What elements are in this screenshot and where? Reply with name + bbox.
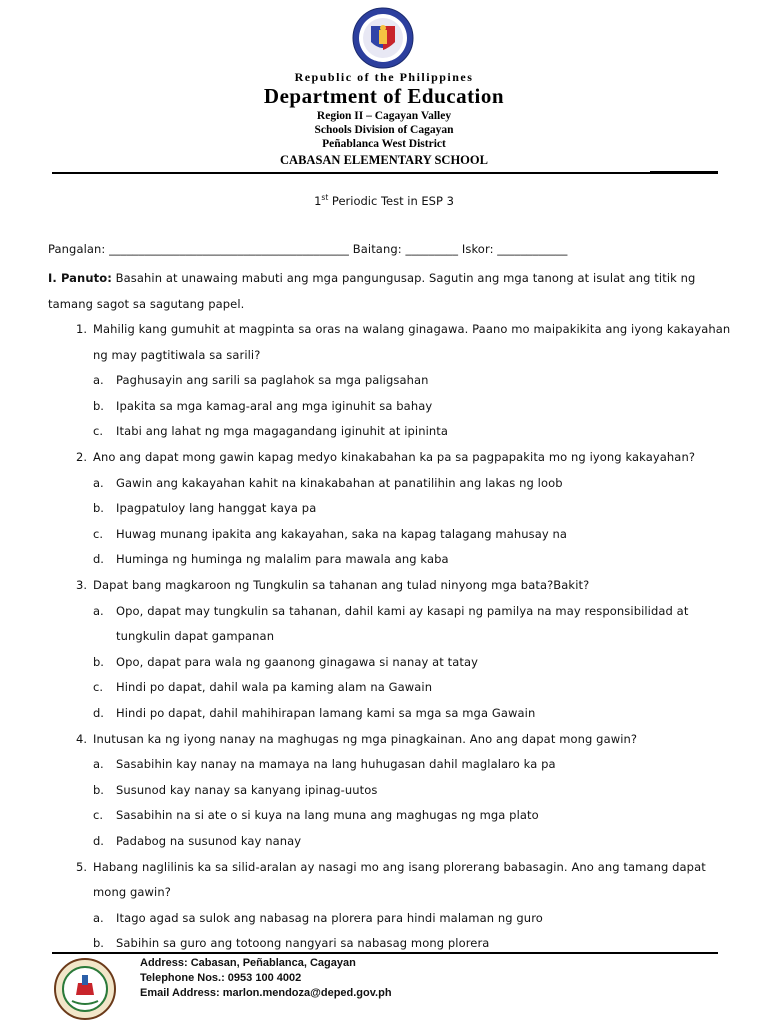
question-text: Mahilig kang gumuhit at magpinta sa oras na walang ginagawa. Paano mo maipakikita ang iyong kakayahan	[93, 322, 731, 336]
student-info-line: Pangalan: _________________________________________ Baitang: _________ Iskor: ____________	[48, 242, 568, 256]
option-letter: c.	[93, 680, 103, 695]
option-letter: a.	[93, 475, 104, 490]
option-text: Itago agad sa sulok ang nabasag na plorera para hindi malaman ng guro	[116, 910, 543, 925]
region-line: Region II – Cagayan Valley	[316, 110, 452, 122]
question-text: mong gawin?	[93, 885, 171, 900]
question-number: 3.	[76, 578, 87, 592]
option-letter: a.	[93, 373, 104, 388]
question-number: 2.	[76, 450, 87, 464]
footer-email: Email Address: marlon.mendoza@deped.gov.ph	[140, 987, 392, 999]
option-text: Paghusayin ang sarili sa paglahok sa mga paligsahan	[116, 373, 429, 388]
option-text: Ipagpatuloy lang hanggat kaya pa	[116, 501, 317, 516]
footer-divider	[52, 952, 718, 954]
deped-seal-logo	[341, 6, 425, 70]
footer-telephone: Telephone Nos.: 0953 100 4002	[140, 972, 302, 984]
question-number: 5.	[76, 859, 87, 874]
option-letter: b.	[93, 501, 104, 516]
option-letter: d.	[93, 552, 104, 567]
test-title: 1st Periodic Test in ESP 3	[314, 193, 454, 208]
question-text: ng may pagtitiwala sa sarili?	[93, 347, 261, 362]
header-divider	[52, 172, 718, 174]
option-letter: c.	[93, 424, 103, 439]
option-letter: c.	[93, 526, 103, 541]
question-text: Dapat bang magkaroon ng Tungkulin sa tahanan ang tulad ninyong mga bata?Bakit?	[93, 578, 590, 592]
option-letter: b.	[93, 398, 104, 413]
option-text: Hindi po dapat, dahil mahihirapan lamang kami sa mga sa mga Gawain	[116, 706, 536, 720]
option-text: Itabi ang lahat ng mga magagandang iginuhit at ipininta	[116, 424, 449, 439]
option-text: Ipakita sa mga kamag-aral ang mga iginuhit sa bahay	[116, 398, 433, 413]
option-text: Opo, dapat para wala ng gaanong ginagawa si nanay at tatay	[116, 654, 479, 669]
instructions-continued: tamang sagot sa sagutang papel.	[48, 297, 245, 311]
header-divider-thick	[650, 171, 718, 174]
option-letter: d.	[93, 706, 104, 720]
option-letter: a.	[93, 757, 104, 772]
option-letter: a.	[93, 603, 104, 618]
division-line: Schools Division of Cagayan	[314, 124, 454, 136]
question-text: Inutusan ka ng iyong nanay na maghugas ng mga pinagkainan. Ano ang dapat mong gawin?	[93, 731, 638, 746]
option-text: Hindi po dapat, dahil wala pa kaming alam na Gawain	[116, 680, 433, 695]
option-letter: d.	[93, 834, 104, 848]
department-heading: Department of Education	[263, 84, 505, 108]
republic-heading: Republic of the Philippines	[294, 70, 474, 84]
option-letter: c.	[93, 808, 103, 823]
option-text: Sabihin sa guro ang totoong nangyari sa nabasag mong plorera	[116, 936, 490, 951]
option-text: Sasabihin kay nanay na mamaya na lang huhugasan dahil maglalaro ka pa	[116, 757, 556, 772]
footer-address: Address: Cabasan, Peñablanca, Cagayan	[140, 957, 356, 969]
option-text: Opo, dapat may tungkulin sa tahanan, dahil kami ay kasapi ng pamilya na may responsibilidad at	[116, 603, 689, 618]
option-letter: b.	[93, 782, 104, 797]
question-text: Habang naglilinis ka sa silid-aralan ay nasagi mo ang isang plorerang babasagin. Ano ang tamang dapat	[93, 859, 706, 874]
question-number: 4.	[76, 731, 87, 746]
instructions-label: I. Panuto:	[48, 271, 112, 285]
school-seal-logo	[48, 957, 122, 1021]
option-text: Sasabihin na si ate o si kuya na lang muna ang maghugas ng mga plato	[116, 808, 539, 823]
option-text: Gawin ang kakayahan kahit na kinakabahan at panatilihin ang lakas ng loob	[116, 475, 563, 490]
option-text: Padabog na susunod kay nanay	[116, 834, 302, 848]
question-text: Ano ang dapat mong gawin kapag medyo kinakabahan ka pa sa pagpapakita mo ng iyong kakayahan?	[93, 450, 696, 464]
option-letter: b.	[93, 654, 104, 669]
option-letter: a.	[93, 910, 104, 925]
option-text: Huminga ng huminga ng malalim para mawala ang kaba	[116, 552, 449, 567]
option-text: Huwag munang ipakita ang kakayahan, saka na kapag talagang mahusay na	[116, 526, 568, 541]
option-text: Susunod kay nanay sa kanyang ipinag-uutos	[116, 782, 378, 797]
option-letter: b.	[93, 936, 104, 951]
option-text: tungkulin dapat gampanan	[116, 629, 275, 644]
school-name: CABASAN ELEMENTARY SCHOOL	[280, 153, 488, 167]
instructions: I. Panuto: Basahin at unawaing mabuti ang mga pangungusap. Sagutin ang mga tanong at isulat ang titik ng	[48, 271, 696, 285]
district-line: Peñablanca West District	[322, 138, 446, 150]
question-number: 1.	[76, 322, 87, 336]
